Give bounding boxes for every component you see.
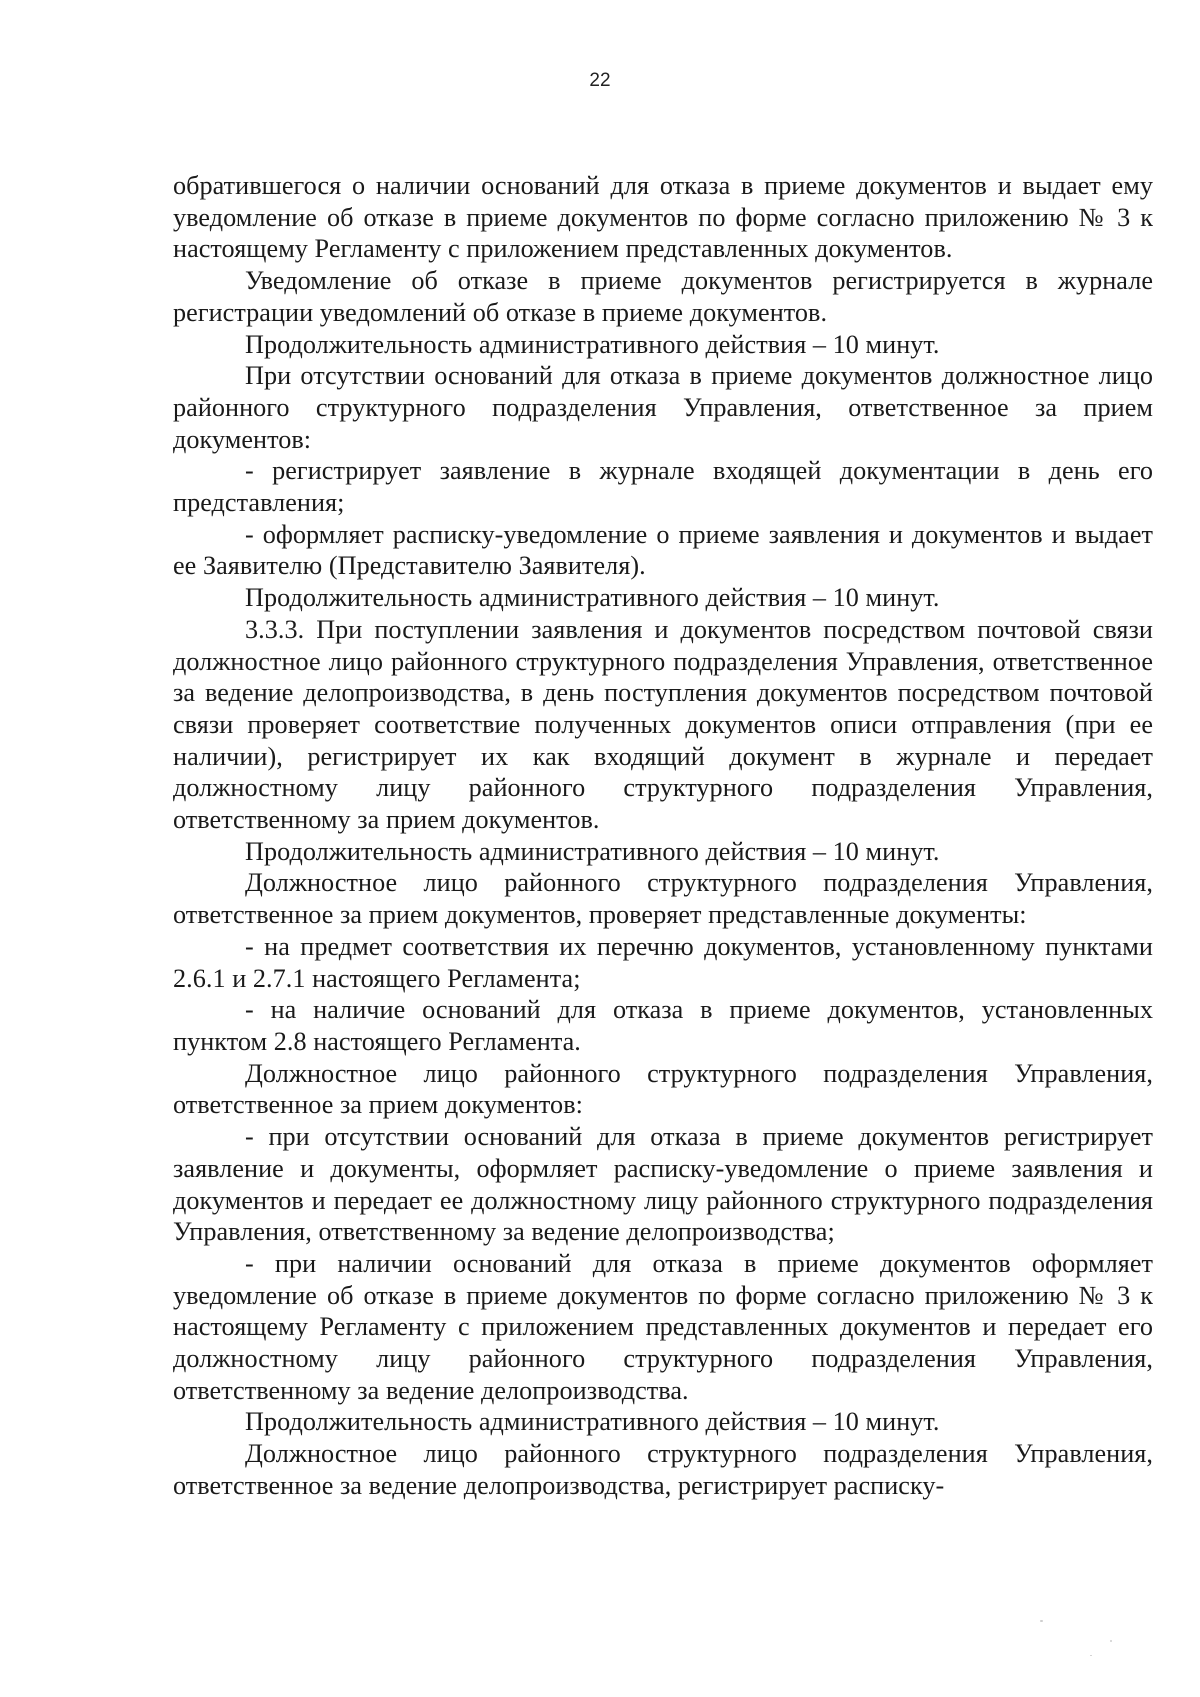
paragraph-11: - на предмет соответствия их перечню документов, установленному пунктами 2.6.1 и 2.7.1 настоящего Регламента; [173, 931, 1153, 993]
paragraph-1: обратившегося о наличии оснований для отказа в приеме документов и выдает ему уведомление об отказе в приеме документов по форме согласно приложению № 3 к настоящему Регламенту с приложением представленных документов. [173, 171, 1153, 264]
scan-artifact [1090, 1655, 1092, 1656]
paragraph-2: Уведомление об отказе в приеме документов регистрируется в журнале регистрации уведомлений об отказе в приеме документов. [173, 266, 1153, 327]
paragraph-9: Продолжительность административного действия – 10 минут. [245, 836, 940, 866]
document-body [173, 170, 1153, 1502]
paragraph-15: - при наличии оснований для отказа в приеме документов оформляет уведомление об отказе в приеме документов по форме согласно приложению № 3 к настоящему Регламенту с приложением представленных документов и передает его должностному лицу районного структурного подразделения Управления, ответственному за ведение делопроизводства. [173, 1248, 1153, 1405]
paragraph-13: Должностное лицо районного структурного подразделения Управления, ответственное за прием документов: [173, 1058, 1153, 1120]
paragraph-10: Должностное лицо районного структурного подразделения Управления, ответственное за прием документов, проверяет представленные документы: [173, 868, 1153, 930]
page-number: 22 [589, 70, 611, 91]
paragraph-16: Продолжительность административного действия – 10 минут. [245, 1407, 940, 1437]
scan-artifact [1110, 1640, 1112, 1642]
paragraph-17: Должностное лицо районного структурного подразделения Управления, ответственное за ведение делопроизводства, регистрирует расписку- [173, 1439, 1153, 1500]
paragraph-7: Продолжительность административного действия – 10 минут. [245, 583, 940, 613]
paragraph-3: Продолжительность административного действия – 10 минут. [245, 329, 940, 359]
paragraph-4: При отсутствии оснований для отказа в приеме документов должностное лицо районного структурного подразделения Управления, ответственное за прием документов: [173, 361, 1153, 454]
paragraph-14: - при отсутствии оснований для отказа в приеме документов регистрирует заявление и документы, оформляет расписку-уведомление о приеме заявления и документов и передает ее должностному лицу районного структурного подразделения Управления, ответственному за ведение делопроизводства; [173, 1122, 1153, 1247]
paragraph-8: 3.3.3. При поступлении заявления и документов посредством почтовой связи должностное лицо районного структурного подразделения Управления, ответственное за ведение делопроизводства, в день поступления документов посредством почтовой связи проверяет соответствие полученных документов описи отправления (при ее наличии), регистрирует их как входящий документ в журнале и передает должностному лицу районного структурного подразделения Управления, ответственному за прием документов. [173, 614, 1153, 835]
paragraph-12: - на наличие оснований для отказа в приеме документов, установленных пунктом 2.8 настоящего Регламента. [173, 995, 1153, 1056]
scan-artifact [1040, 1620, 1043, 1622]
paragraph-5: - регистрирует заявление в журнале входящей документации в день его представления; [173, 456, 1153, 518]
paragraph-6: - оформляет расписку-уведомление о приеме заявления и документов и выдает ее Заявителю (Представителю Заявителя). [173, 519, 1153, 581]
